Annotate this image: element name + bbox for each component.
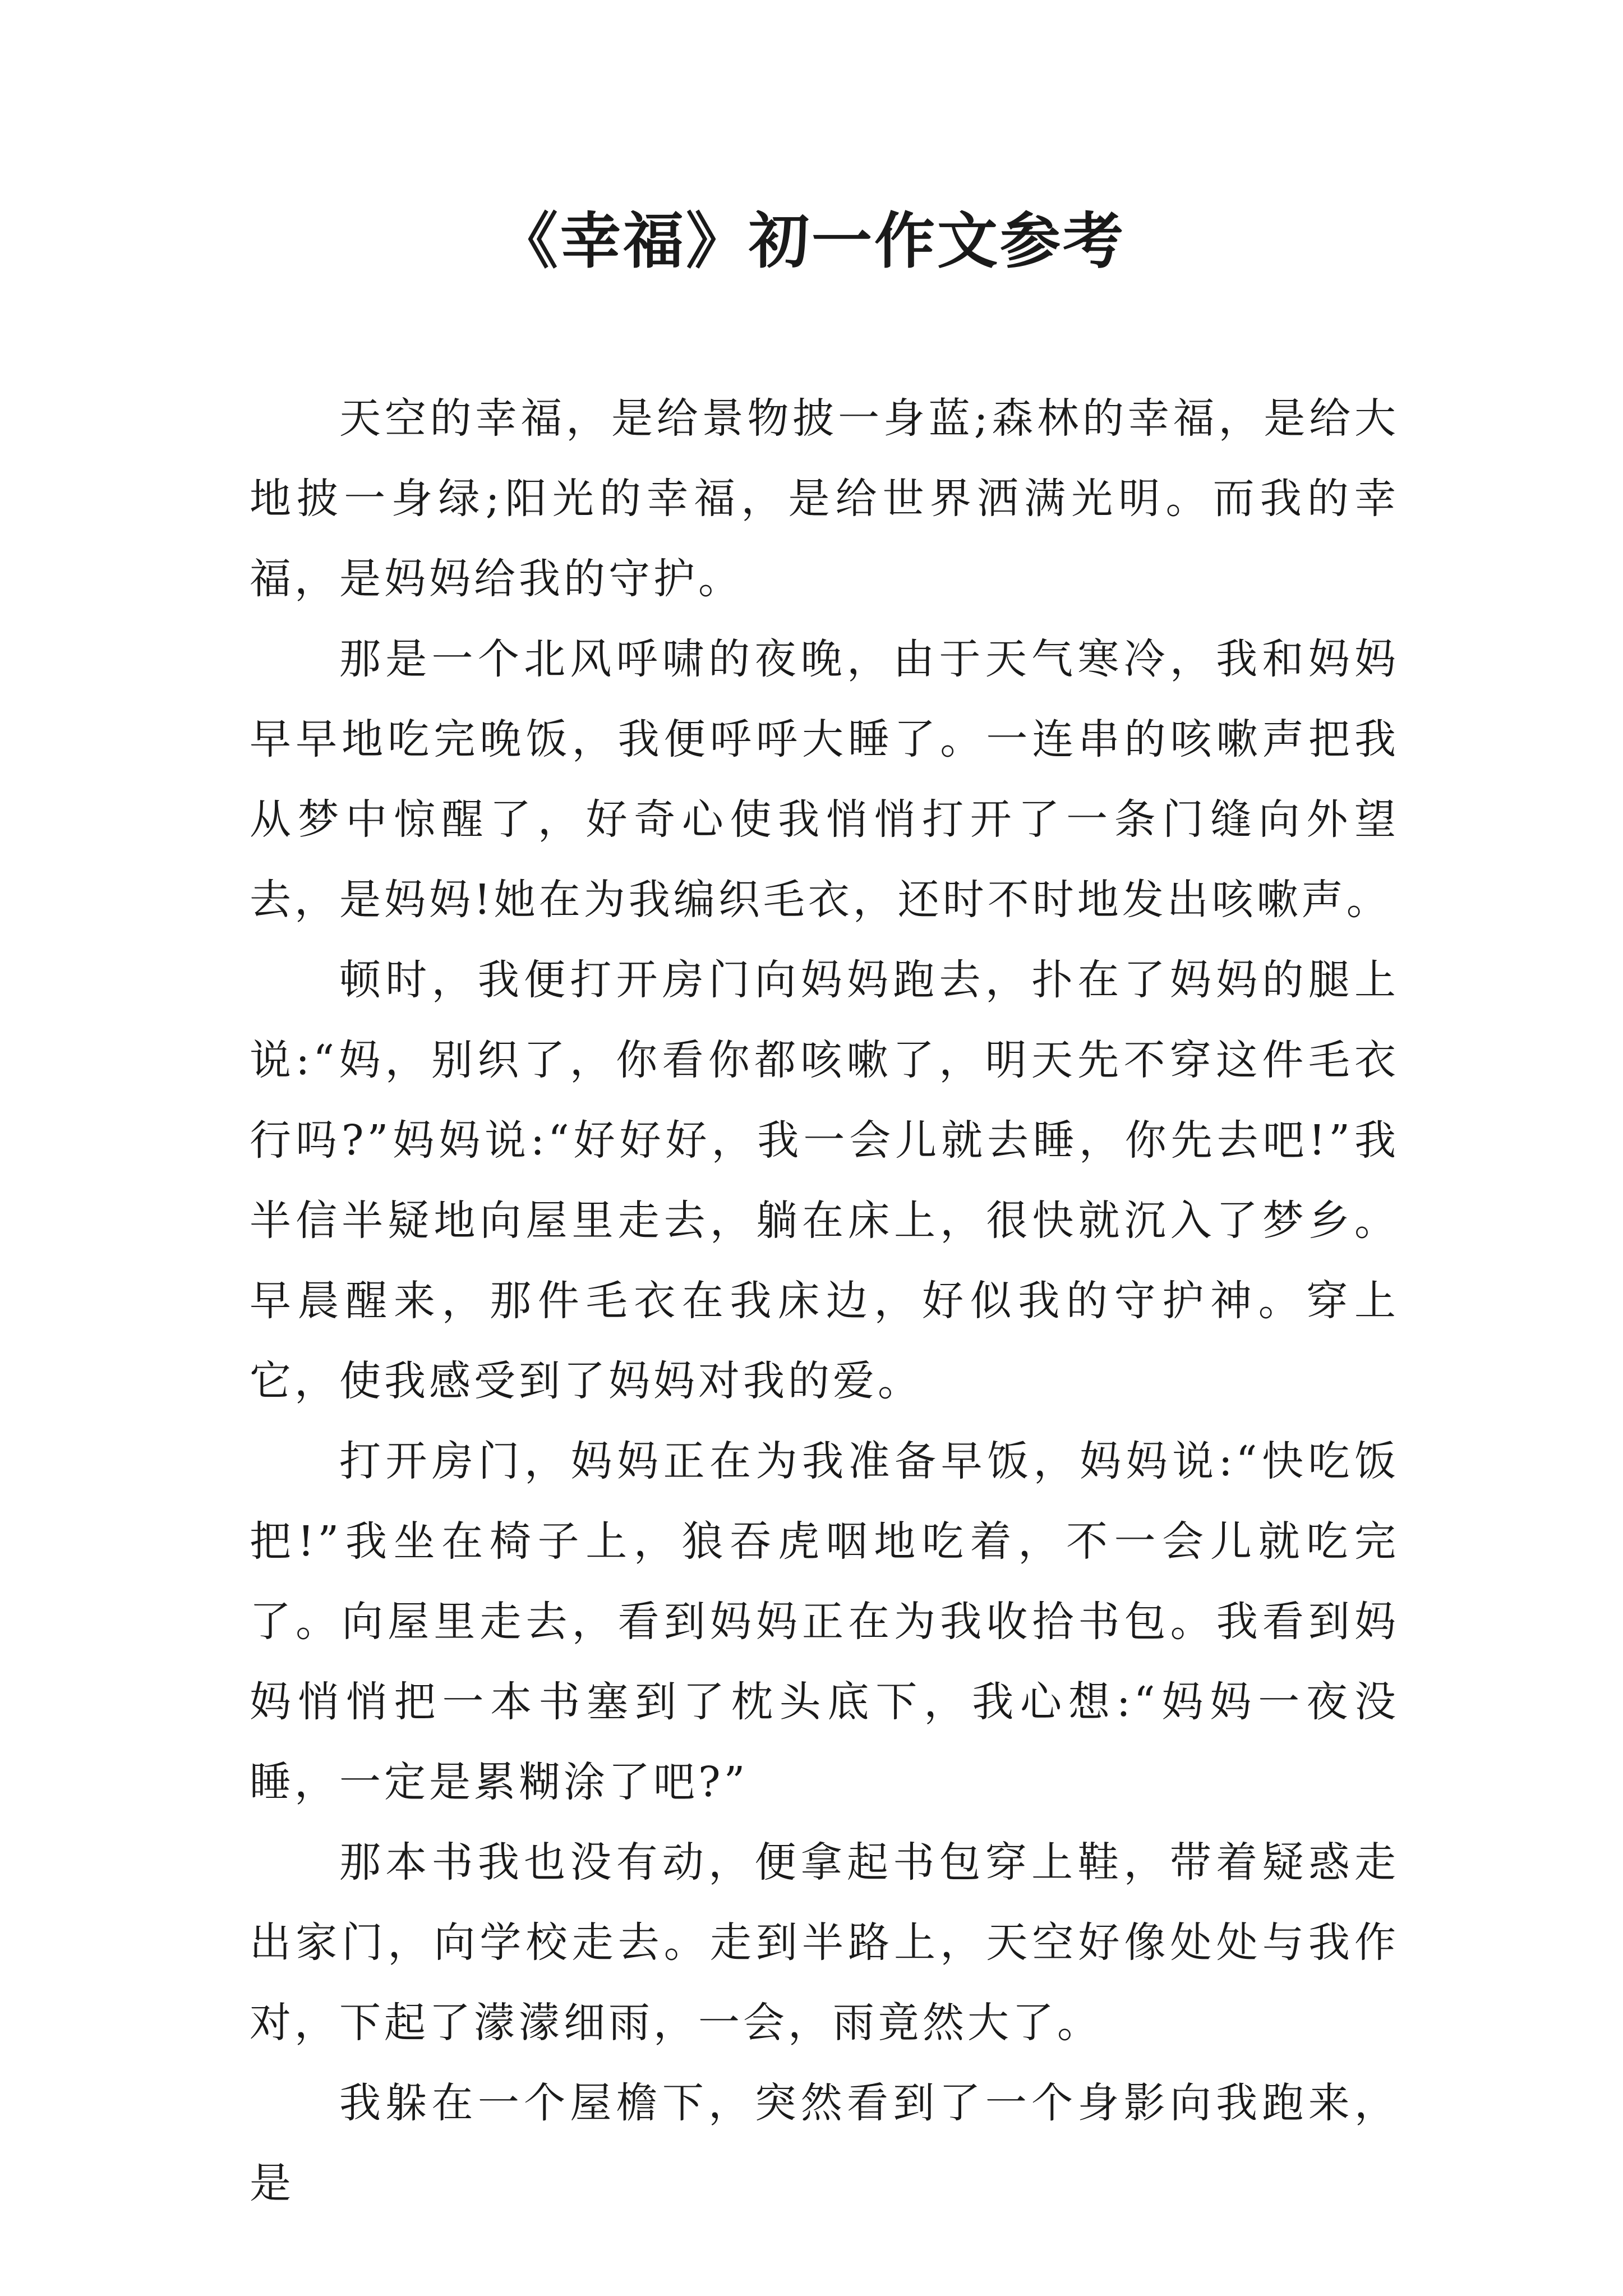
paragraph: 我躲在一个屋檐下，突然看到了一个身影向我跑来，是: [250, 2079, 1399, 2207]
paragraph: 那是一个北风呼啸的夜晚，由于天气寒冷，我和妈妈早早地吃完晚饭，我便呼呼大睡了。一连串的咳嗽声把我从梦中惊醒了，好奇心使我悄悄打开了一条门缝向外望去，是妈妈!她在为我编织毛衣，还时不时地发出咳嗽声。: [250, 635, 1399, 924]
paragraph: 天空的幸福，是给景物披一身蓝;森林的幸福，是给大地披一身绿;阳光的幸福，是给世界洒满光明。而我的幸福，是妈妈给我的守护。: [250, 394, 1399, 603]
paragraph: 顿时，我便打开房门向妈妈跑去，扑在了妈妈的腿上说:“妈，别织了，你看你都咳嗽了，明天先不穿这件毛衣行吗?”妈妈说:“好好好，我一会儿就去睡，你先去吧!”我半信半疑地向屋里走去，躺在床上，很快就沉入了梦乡。早晨醒来，那件毛衣在我床边，好似我的守护神。穿上它，使我感受到了妈妈对我的爱。: [250, 956, 1399, 1405]
paragraph: 那本书我也没有动，便拿起书包穿上鞋，带着疑惑走出家门，向学校走去。走到半路上，天空好像处处与我作对，下起了濛濛细雨，一会，雨竟然大了。: [250, 1838, 1399, 2047]
paragraph: 打开房门，妈妈正在为我准备早饭，妈妈说:“快吃饭把!”我坐在椅子上，狼吞虎咽地吃着，不一会儿就吃完了。向屋里走去，看到妈妈正在为我收拾书包。我看到妈妈悄悄把一本书塞到了枕头底下，我心想:“妈妈一夜没睡，一定是累糊涂了吧?”: [250, 1437, 1399, 1806]
document-title: 《幸福》初一作文参考: [497, 206, 1126, 277]
document-body: [250, 379, 1399, 2224]
